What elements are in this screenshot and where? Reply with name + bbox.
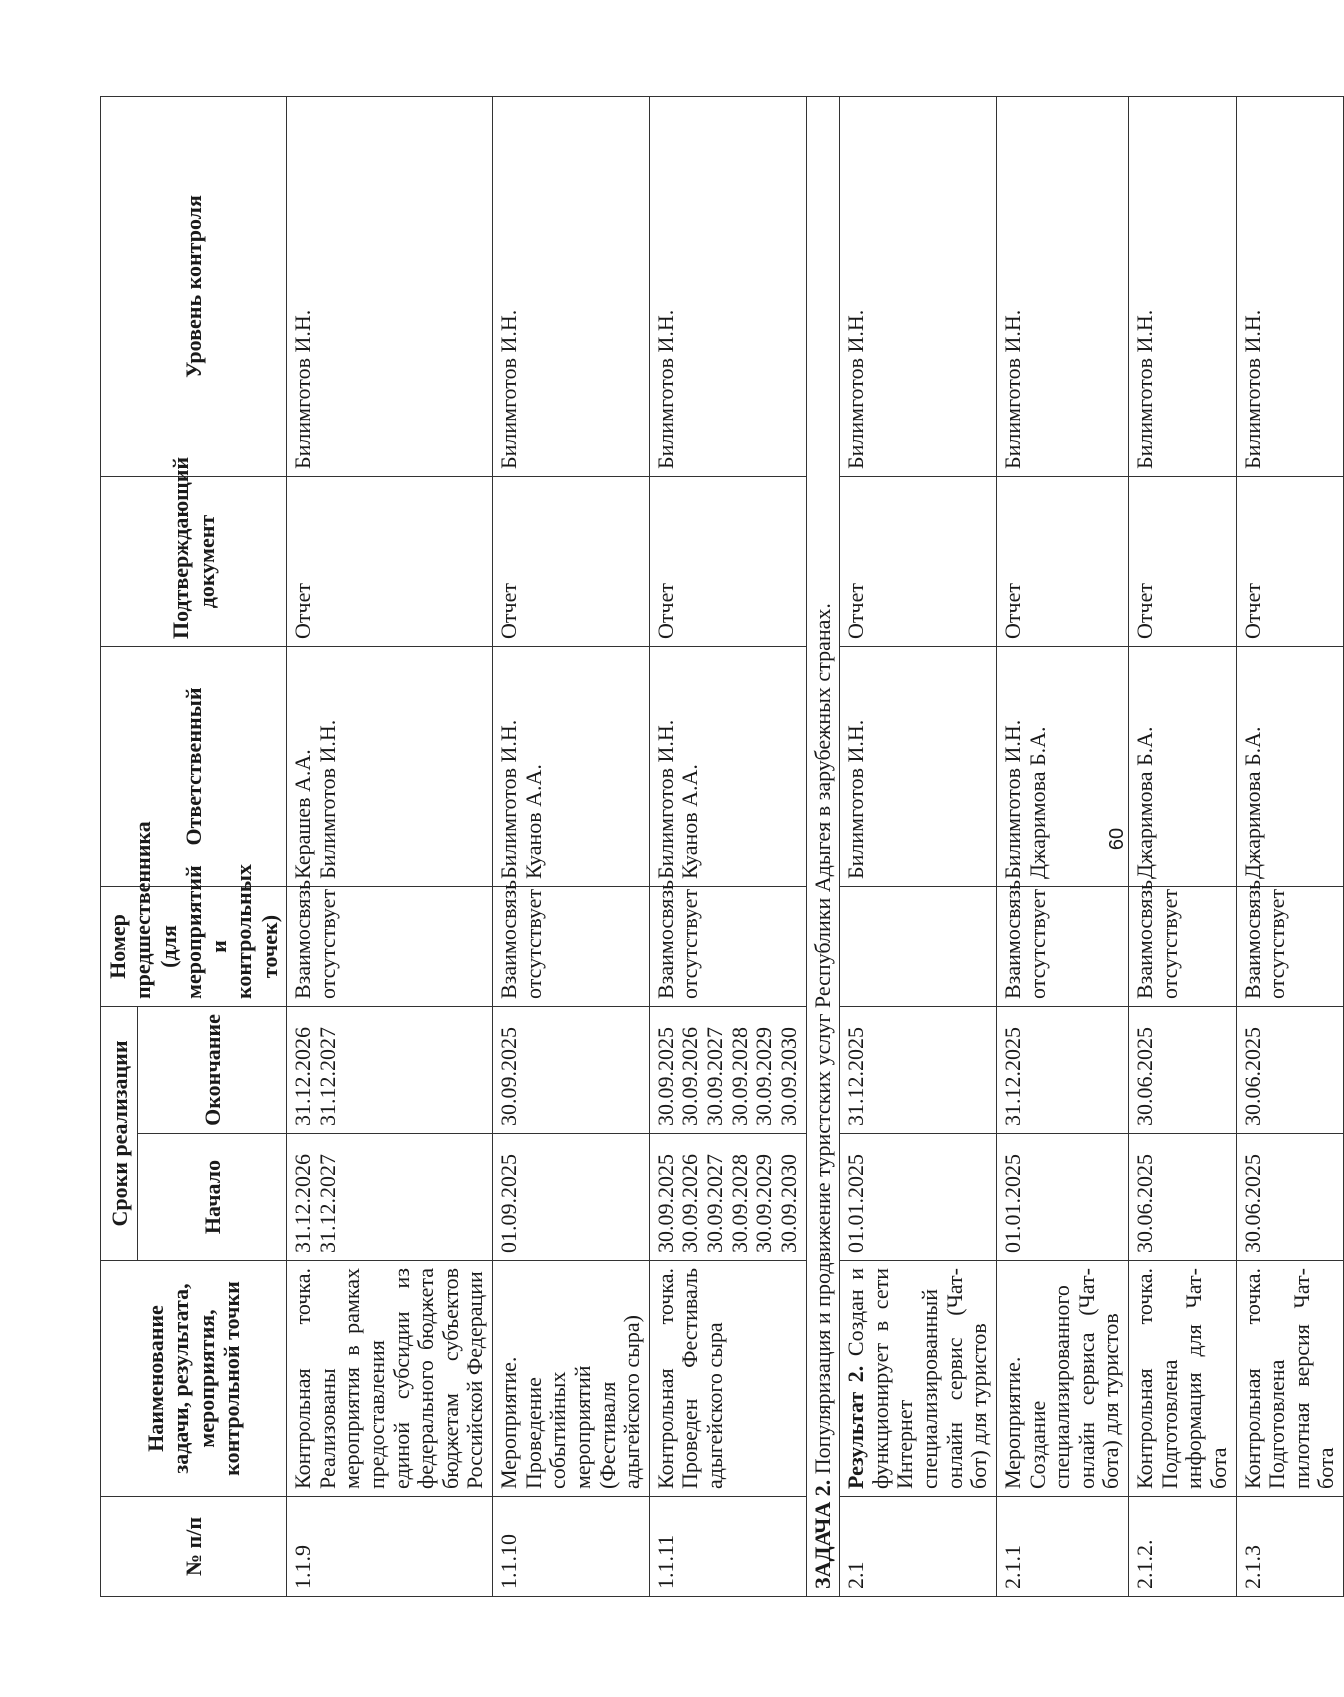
date-line: 31.12.2025 xyxy=(843,1027,869,1126)
responsible-person: Билимготов И.Н. xyxy=(314,719,340,879)
header-end: Окончание xyxy=(138,1007,287,1134)
row-end-dates xyxy=(1129,1007,1237,1134)
row-name-text: Мероприятие. Создание специализированного онлайн сервиса (Чат-бота) для туристов xyxy=(999,1268,1124,1489)
date-line: 31.12.2027 xyxy=(314,1154,340,1253)
date-line: 31.12.2027 xyxy=(314,1027,340,1126)
responsible-person: Билимготов И.Н. xyxy=(496,719,522,879)
row-start-dates xyxy=(493,1134,650,1261)
row-control-level: Билимготов И.Н. xyxy=(996,97,1128,477)
header-start: Начало xyxy=(138,1134,287,1261)
row-document: Отчет xyxy=(840,477,997,647)
row-start-dates xyxy=(1129,1134,1237,1261)
row-name-text: Контрольная точка. Подготовлена информация для Чат-бота xyxy=(1132,1268,1231,1489)
table-row xyxy=(1129,97,1237,1597)
responsible-person: Билимготов И.Н. xyxy=(999,719,1025,879)
table-row xyxy=(649,97,806,1597)
responsible-person: Джаримова Б.А. xyxy=(1239,726,1265,879)
header-predecessor: Номер предшественника (для мероприятий и контрольных точек) xyxy=(101,887,287,1007)
row-number: 2.1.3 xyxy=(1236,1497,1344,1597)
date-line: 30.09.2025 xyxy=(496,1027,522,1126)
date-line: 31.12.2025 xyxy=(999,1027,1025,1126)
task-row xyxy=(806,97,840,1597)
row-name xyxy=(493,1261,650,1497)
header-responsible: Ответственный xyxy=(101,647,287,887)
row-name xyxy=(287,1261,493,1497)
date-line: 30.06.2025 xyxy=(1239,1154,1265,1253)
date-line: 30.09.2026 xyxy=(677,1027,703,1126)
row-end-dates xyxy=(287,1007,493,1134)
date-line: 30.09.2028 xyxy=(726,1027,752,1126)
responsible-person: Куанов А.А. xyxy=(677,764,703,879)
responsible-person: Джаримова Б.А. xyxy=(1132,726,1158,879)
row-number: 2.1.2. xyxy=(1129,1497,1237,1597)
row-control-level: Билимготов И.Н. xyxy=(1236,97,1344,477)
row-number: 2.1 xyxy=(840,1497,997,1597)
date-line: 30.06.2025 xyxy=(1132,1154,1158,1253)
row-start-dates xyxy=(287,1134,493,1261)
row-end-dates xyxy=(1236,1007,1344,1134)
implementation-plan-table xyxy=(100,96,1344,1597)
date-line: 30.09.2027 xyxy=(702,1027,728,1126)
header-document: Подтверждающий документ xyxy=(101,477,287,647)
header-num: № п/п xyxy=(101,1497,287,1597)
row-number: 1.1.11 xyxy=(649,1497,806,1597)
date-line: 01.01.2025 xyxy=(843,1154,869,1253)
row-control-level: Билимготов И.Н. xyxy=(287,97,493,477)
row-responsible xyxy=(649,647,806,887)
row-document: Отчет xyxy=(996,477,1128,647)
header-terms: Сроки реализации xyxy=(101,1007,138,1261)
row-number: 1.1.10 xyxy=(493,1497,650,1597)
table-row xyxy=(1236,97,1344,1597)
row-document: Отчет xyxy=(1129,477,1237,647)
responsible-person: Керашев А.А. xyxy=(290,749,316,879)
date-line: 30.09.2025 xyxy=(652,1154,678,1253)
row-name-text: Контрольная точка. Подготовлена пилотная версия Чат-бота xyxy=(1239,1268,1339,1489)
date-line: 30.09.2028 xyxy=(726,1154,752,1253)
date-line: 01.01.2025 xyxy=(999,1154,1025,1253)
responsible-person: Билимготов И.Н. xyxy=(652,719,678,879)
row-name xyxy=(1129,1261,1237,1497)
row-number: 2.1.1 xyxy=(996,1497,1128,1597)
row-name-bold: Результат 2. xyxy=(843,1365,869,1489)
row-start-dates xyxy=(1236,1134,1344,1261)
row-predecessor: Взаимосвязь отсутствует xyxy=(649,887,806,1007)
date-line: 31.12.2026 xyxy=(290,1154,316,1253)
row-document: Отчет xyxy=(287,477,493,647)
row-name xyxy=(996,1261,1128,1497)
table-row xyxy=(287,97,493,1597)
row-end-dates xyxy=(996,1007,1128,1134)
row-name-text: Контрольная точка. Проведен Фестиваль адыгейского сыра xyxy=(652,1268,728,1489)
row-start-dates xyxy=(996,1134,1128,1261)
date-line: 30.09.2029 xyxy=(751,1027,777,1126)
row-predecessor: Взаимосвязь отсутствует xyxy=(493,887,650,1007)
row-responsible xyxy=(1129,647,1237,887)
responsible-person: Джаримова Б.А. xyxy=(1024,726,1050,879)
table-row xyxy=(493,97,650,1597)
row-predecessor: Взаимосвязь отсутствует xyxy=(996,887,1128,1007)
row-document: Отчет xyxy=(1236,477,1344,647)
row-responsible xyxy=(1236,647,1344,887)
row-start-dates xyxy=(840,1134,997,1261)
row-responsible xyxy=(840,647,997,887)
row-control-level: Билимготов И.Н. xyxy=(493,97,650,477)
task-text: Популяризация и продвижение туристских услуг Республики Адыгея в зарубежных странах. xyxy=(809,603,835,1475)
row-responsible xyxy=(493,647,650,887)
responsible-person: Куанов А.А. xyxy=(520,764,546,879)
row-control-level: Билимготов И.Н. xyxy=(840,97,997,477)
row-name-text: Контрольная точка. Реализованы мероприятия в рамках предоставления единой субсидии из федерального бюджета бюджетам субъектов Российской Федерации xyxy=(290,1268,488,1489)
header-row-1 xyxy=(101,97,138,1597)
row-predecessor: Взаимосвязь отсутствует xyxy=(287,887,493,1007)
date-line: 30.09.2025 xyxy=(652,1027,678,1126)
date-line: 30.09.2026 xyxy=(677,1154,703,1253)
task-label: ЗАДАЧА 2. xyxy=(809,1479,835,1589)
header-name: Наименование задачи, результата, мероприятия, контрольной точки xyxy=(101,1261,287,1497)
row-control-level: Билимготов И.Н. xyxy=(1129,97,1237,477)
row-predecessor: Взаимосвязь отсутствует xyxy=(1236,887,1344,1007)
row-predecessor: Взаимосвязь отсутствует xyxy=(1129,887,1237,1007)
row-responsible xyxy=(287,647,493,887)
date-line: 30.06.2025 xyxy=(1239,1027,1265,1126)
table-row xyxy=(996,97,1128,1597)
page-number: 60 xyxy=(1106,827,1128,851)
row-document: Отчет xyxy=(493,477,650,647)
task-cell xyxy=(806,97,840,1597)
row-end-dates xyxy=(840,1007,997,1134)
row-name xyxy=(649,1261,806,1497)
row-number: 1.1.9 xyxy=(287,1497,493,1597)
responsible-person: Билимготов И.Н. xyxy=(843,719,869,879)
row-name xyxy=(840,1261,997,1497)
row-responsible xyxy=(996,647,1128,887)
row-predecessor xyxy=(840,887,997,1007)
row-end-dates xyxy=(649,1007,806,1134)
row-control-level: Билимготов И.Н. xyxy=(649,97,806,477)
row-start-dates xyxy=(649,1134,806,1261)
row-name-text: Мероприятие. Проведение событийных мероприятий (Фестиваля адыгейского сыра) xyxy=(496,1315,645,1489)
date-line: 30.09.2030 xyxy=(775,1027,801,1126)
date-line: 30.09.2027 xyxy=(702,1154,728,1253)
row-end-dates xyxy=(493,1007,650,1134)
row-document: Отчет xyxy=(649,477,806,647)
table-row xyxy=(840,97,997,1597)
date-line: 30.09.2029 xyxy=(751,1154,777,1253)
date-line: 31.12.2026 xyxy=(290,1027,316,1126)
header-control: Уровень контроля xyxy=(101,97,287,477)
row-name xyxy=(1236,1261,1344,1497)
date-line: 30.06.2025 xyxy=(1132,1027,1158,1126)
row-name-text: Создан и функционирует в сети Интернет специализированный онлайн сервис (Чат-бот) для туристов xyxy=(843,1268,992,1489)
date-line: 01.09.2025 xyxy=(496,1154,522,1253)
date-line: 30.09.2030 xyxy=(775,1154,801,1253)
